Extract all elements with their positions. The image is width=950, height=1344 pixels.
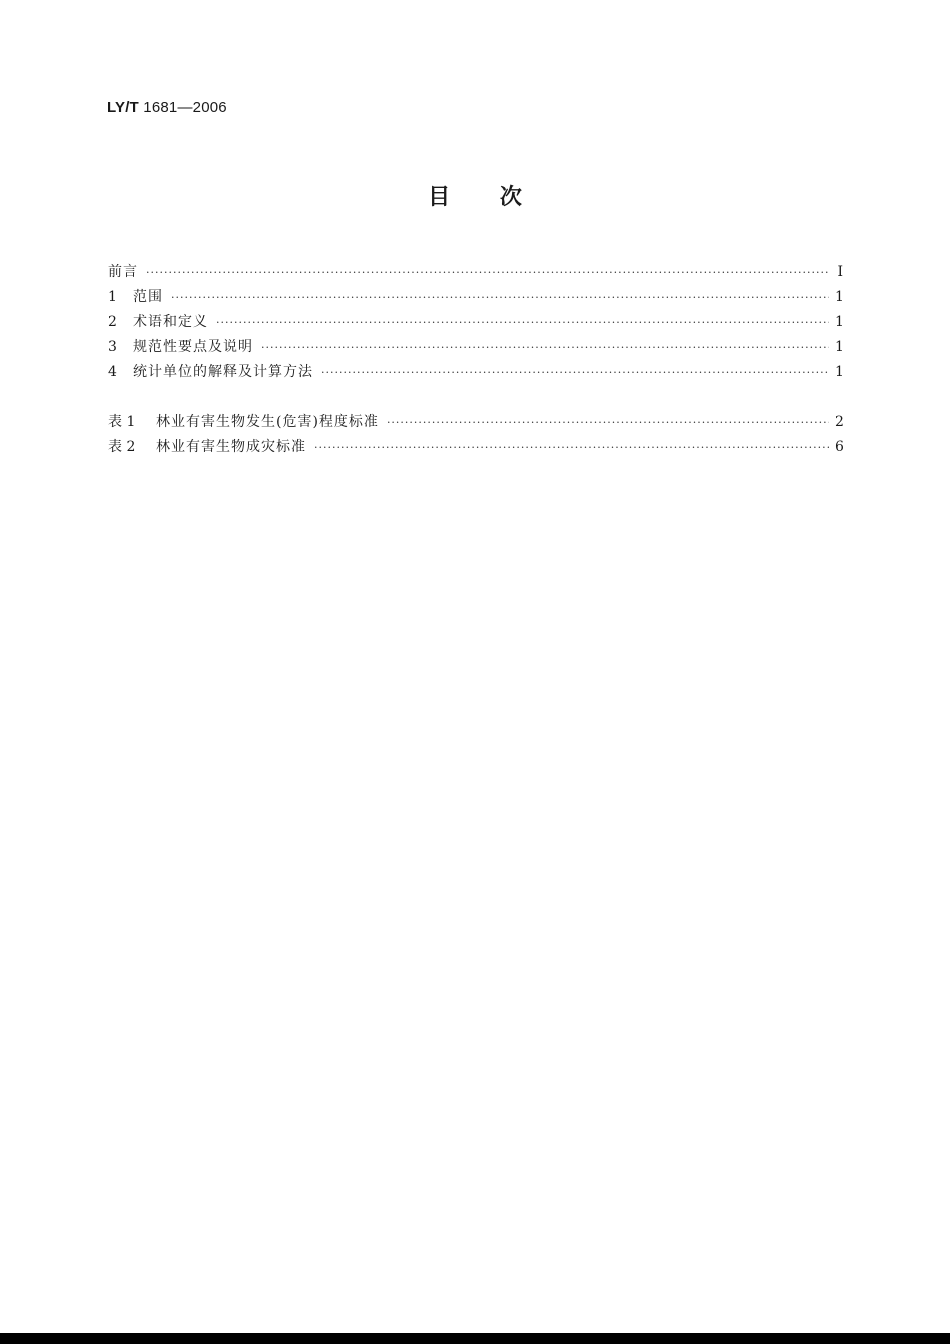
page-bottom-border <box>0 1333 950 1344</box>
toc-entry-label: 林业有害生物发生(危害)程度标准 <box>156 414 379 430</box>
dot-leader <box>321 360 829 385</box>
toc-entry-page: 2 <box>835 414 844 430</box>
toc-entry-label: 范围 <box>133 289 163 305</box>
toc-entry-page: 1 <box>835 314 844 330</box>
dot-leader <box>387 410 829 435</box>
toc-entry-terms[interactable] <box>108 310 843 335</box>
toc-entry-table-1[interactable] <box>108 410 843 435</box>
toc-entry-number: 4 <box>108 364 117 380</box>
dot-leader <box>146 260 829 285</box>
toc-entry-statistical-units[interactable] <box>108 360 843 385</box>
toc-entry-number: 表 2 <box>108 439 136 455</box>
toc-entry-page: 6 <box>835 439 844 455</box>
dot-leader <box>171 285 829 310</box>
toc-entry-number: 表 1 <box>108 414 136 430</box>
standard-prefix: LY/T <box>107 99 139 116</box>
dot-leader <box>216 310 829 335</box>
page-title: 目 次 <box>428 185 522 210</box>
standard-code <box>107 99 227 116</box>
toc-entry-page: I <box>837 264 843 280</box>
toc-entry-page: 1 <box>835 289 844 305</box>
toc-entry-label: 林业有害生物成灾标准 <box>156 439 306 455</box>
toc-entry-scope[interactable] <box>108 285 843 310</box>
dot-leader <box>314 435 829 460</box>
toc-entry-page: 1 <box>835 364 844 380</box>
toc-entry-foreword[interactable] <box>108 260 843 285</box>
toc-entry-label: 术语和定义 <box>133 314 208 330</box>
toc-entry-page: 1 <box>835 339 844 355</box>
toc-entry-label: 前言 <box>108 264 138 280</box>
toc-entry-number: 2 <box>108 314 117 330</box>
toc-entry-normative-points[interactable] <box>108 335 843 360</box>
toc-entry-table-2[interactable] <box>108 435 843 460</box>
section-spacer <box>108 385 843 410</box>
toc-entry-label: 统计单位的解释及计算方法 <box>133 364 313 380</box>
table-of-contents <box>108 260 843 460</box>
standard-number: 1681—2006 <box>143 99 227 116</box>
toc-entry-number: 1 <box>108 289 117 305</box>
dot-leader <box>261 335 829 360</box>
toc-entry-number: 3 <box>108 339 117 355</box>
toc-entry-label: 规范性要点及说明 <box>133 339 253 355</box>
